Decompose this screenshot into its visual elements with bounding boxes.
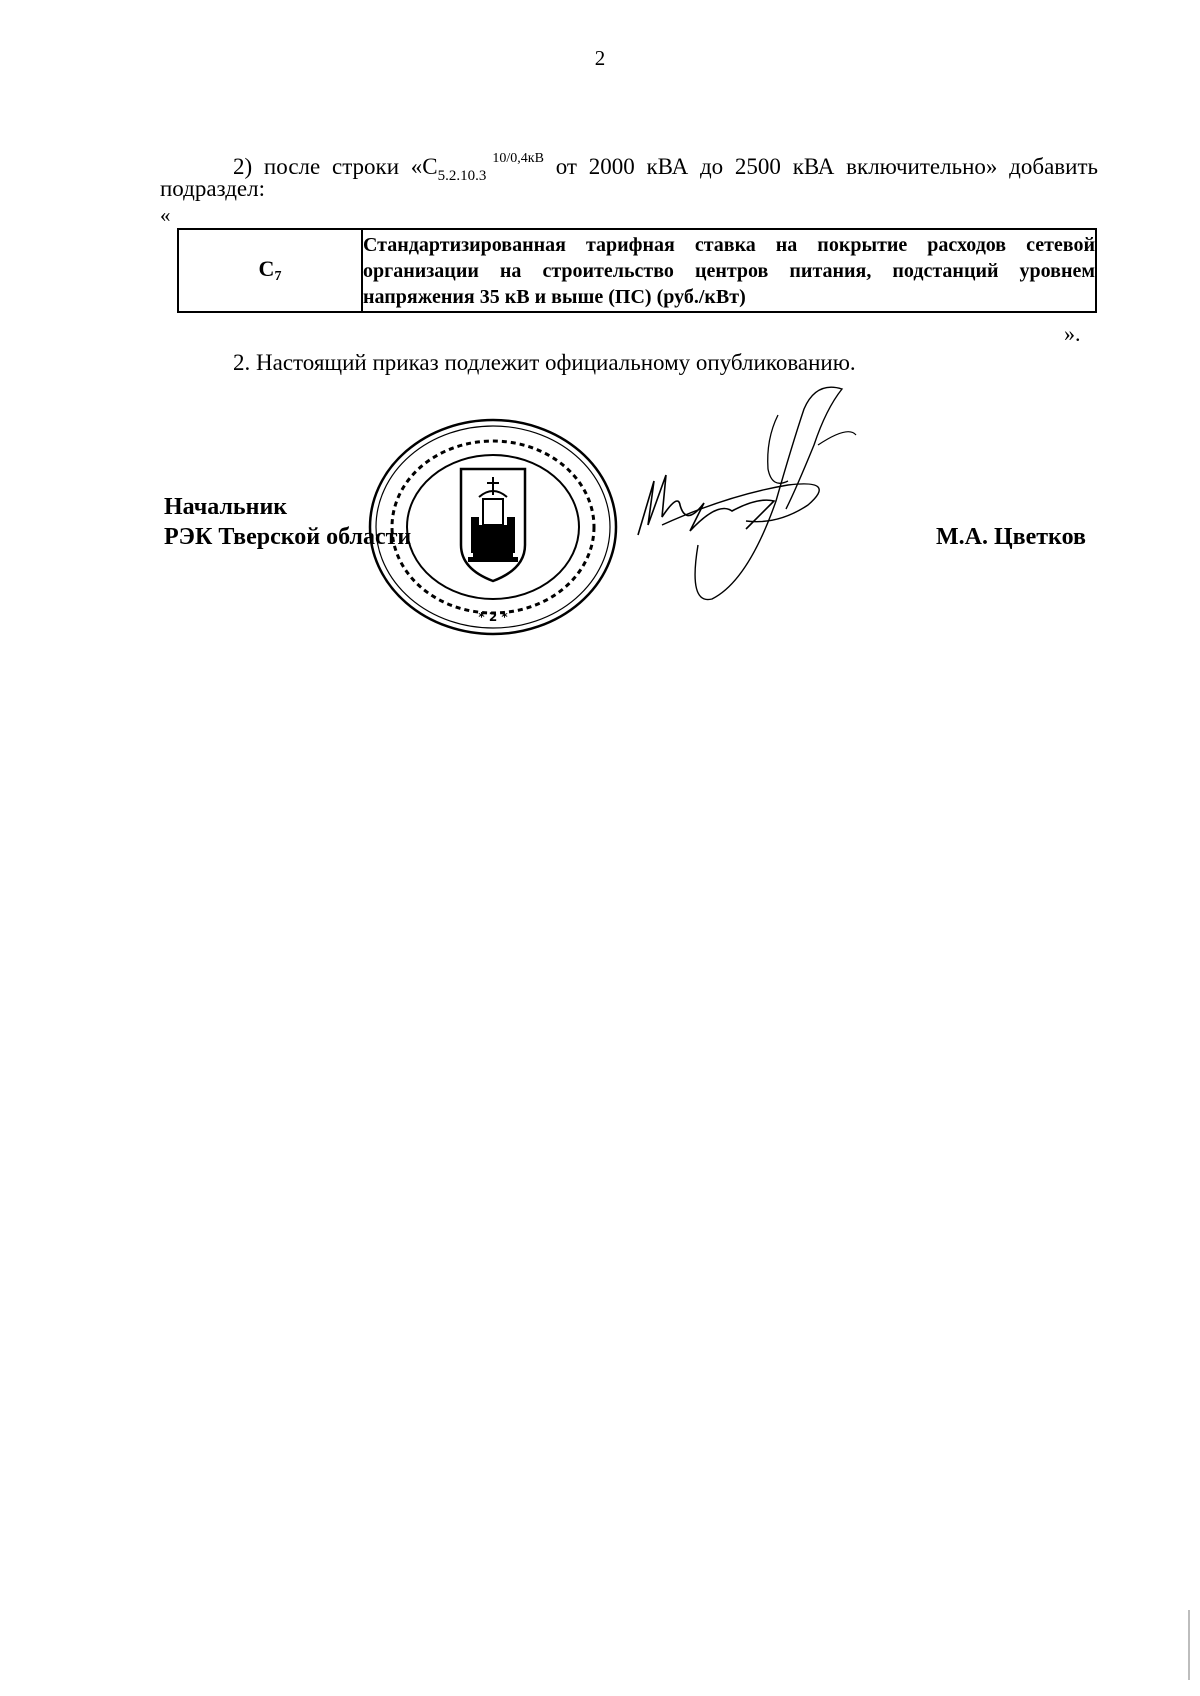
- rate-code: С: [258, 256, 275, 281]
- official-seal: [367, 417, 619, 637]
- amendment-suffix: от 2000 кВА до 2500 кВА включительно» добавить: [543, 154, 1098, 179]
- seal-number: * 2 *: [478, 610, 508, 624]
- table-row: [178, 229, 1096, 312]
- amendment-prefix: 2) после строки «С: [233, 154, 438, 179]
- amendment-continuation: подраздел:: [160, 176, 266, 201]
- subsection-table: [177, 228, 1097, 313]
- open-quote: «: [160, 203, 171, 227]
- handwritten-signature: [628, 385, 918, 625]
- scan-edge-line: [1188, 1610, 1190, 1680]
- signatory-name: М.А. Цветков: [936, 524, 1086, 550]
- amendment-paragraph: [160, 144, 1098, 191]
- rate-code-subscript: 7: [274, 269, 282, 284]
- publication-paragraph: 2. Настоящий приказ подлежит официальному опубликованию.: [233, 350, 856, 375]
- rate-description: Стандартизированная тарифная ставка на покрытие расходов сетевой организации на строительство центров питания, подстанций уровнем напряжения 35 кВ и выше (ПС) (руб./кВт): [362, 229, 1096, 312]
- signatory-title-line2: РЭК Тверской области: [164, 524, 412, 550]
- rate-code-cell: [178, 229, 362, 312]
- close-quote: ».: [1064, 321, 1081, 346]
- signatory-title-line1: Начальник: [164, 494, 288, 520]
- rate-subscript: 5.2.10.3: [437, 168, 487, 184]
- voltage-superscript: 10/0,4кВ: [492, 151, 544, 166]
- page-number: 2: [594, 46, 606, 70]
